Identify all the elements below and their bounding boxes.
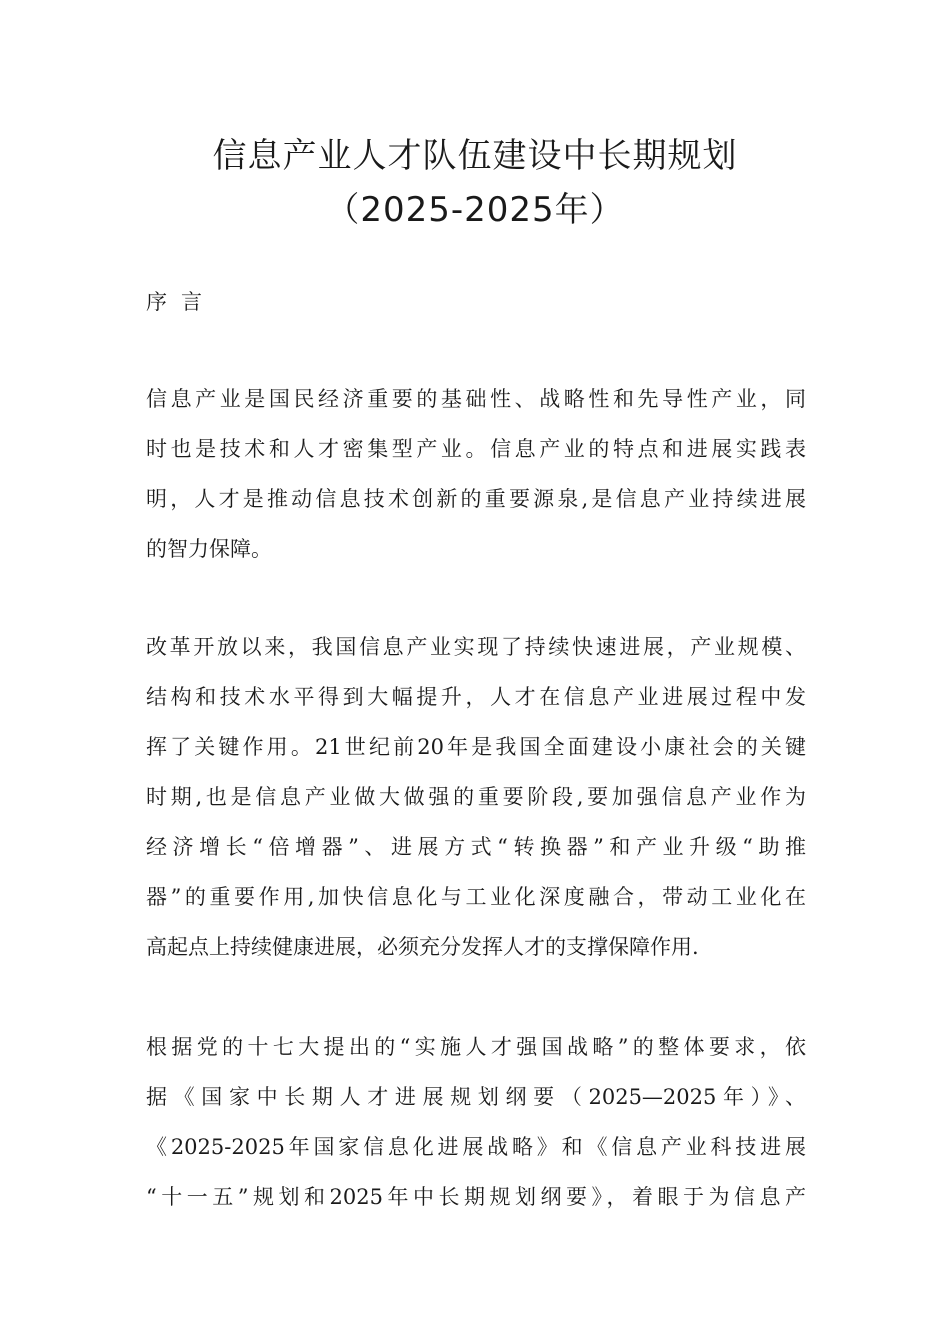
paragraph-line: 时期,也是信息产业做大做强的重要阶段,要加强信息产业作为 (146, 785, 806, 809)
paragraph-line: 据《国家中长期人才进展规划纲要（2025—2025年）》、 (146, 1085, 806, 1109)
paragraph-line: “十一五”规划和2025年中长期规划纲要》，着眼于为信息产 (146, 1185, 806, 1209)
paragraph-3 (146, 1022, 806, 1222)
document-title: 信息产业人才队伍建设中长期规划 (212, 136, 738, 176)
paragraph-line: 改革开放以来，我国信息产业实现了持续快速进展，产业规模、 (146, 635, 806, 659)
paragraph-1 (146, 374, 806, 574)
paragraph-line: 经济增长“倍增器”、进展方式“转换器”和产业升级“助推 (146, 835, 806, 859)
document-title-years: （2025-2025年） (325, 190, 625, 230)
paragraph-line: 挥了关键作用。21世纪前20年是我国全面建设小康社会的关键 (146, 735, 806, 759)
paragraph-line: 器”的重要作用,加快信息化与工业化深度融合，带动工业化在 (146, 885, 806, 909)
paragraph-line: 根据党的十七大提出的“实施人才强国战略”的整体要求，依 (146, 1035, 806, 1059)
paragraph-line: 明，人才是推动信息技术创新的重要源泉,是信息产业持续进展 (146, 487, 806, 511)
section-heading: 序言 (146, 290, 216, 314)
paragraph-line: 信息产业是国民经济重要的基础性、战略性和先导性产业，同 (146, 387, 806, 411)
paragraph-line: 高起点上持续健康进展，必须充分发挥人才的支撑保障作用. (146, 935, 699, 959)
paragraph-line: 结构和技术水平得到大幅提升，人才在信息产业进展过程中发 (146, 685, 806, 709)
paragraph-2 (146, 622, 806, 972)
paragraph-line: 时也是技术和人才密集型产业。信息产业的特点和进展实践表 (146, 437, 806, 461)
paragraph-line: 的智力保障。 (146, 537, 272, 561)
paragraph-line: 《2025-2025年国家信息化进展战略》和《信息产业科技进展 (146, 1135, 806, 1159)
